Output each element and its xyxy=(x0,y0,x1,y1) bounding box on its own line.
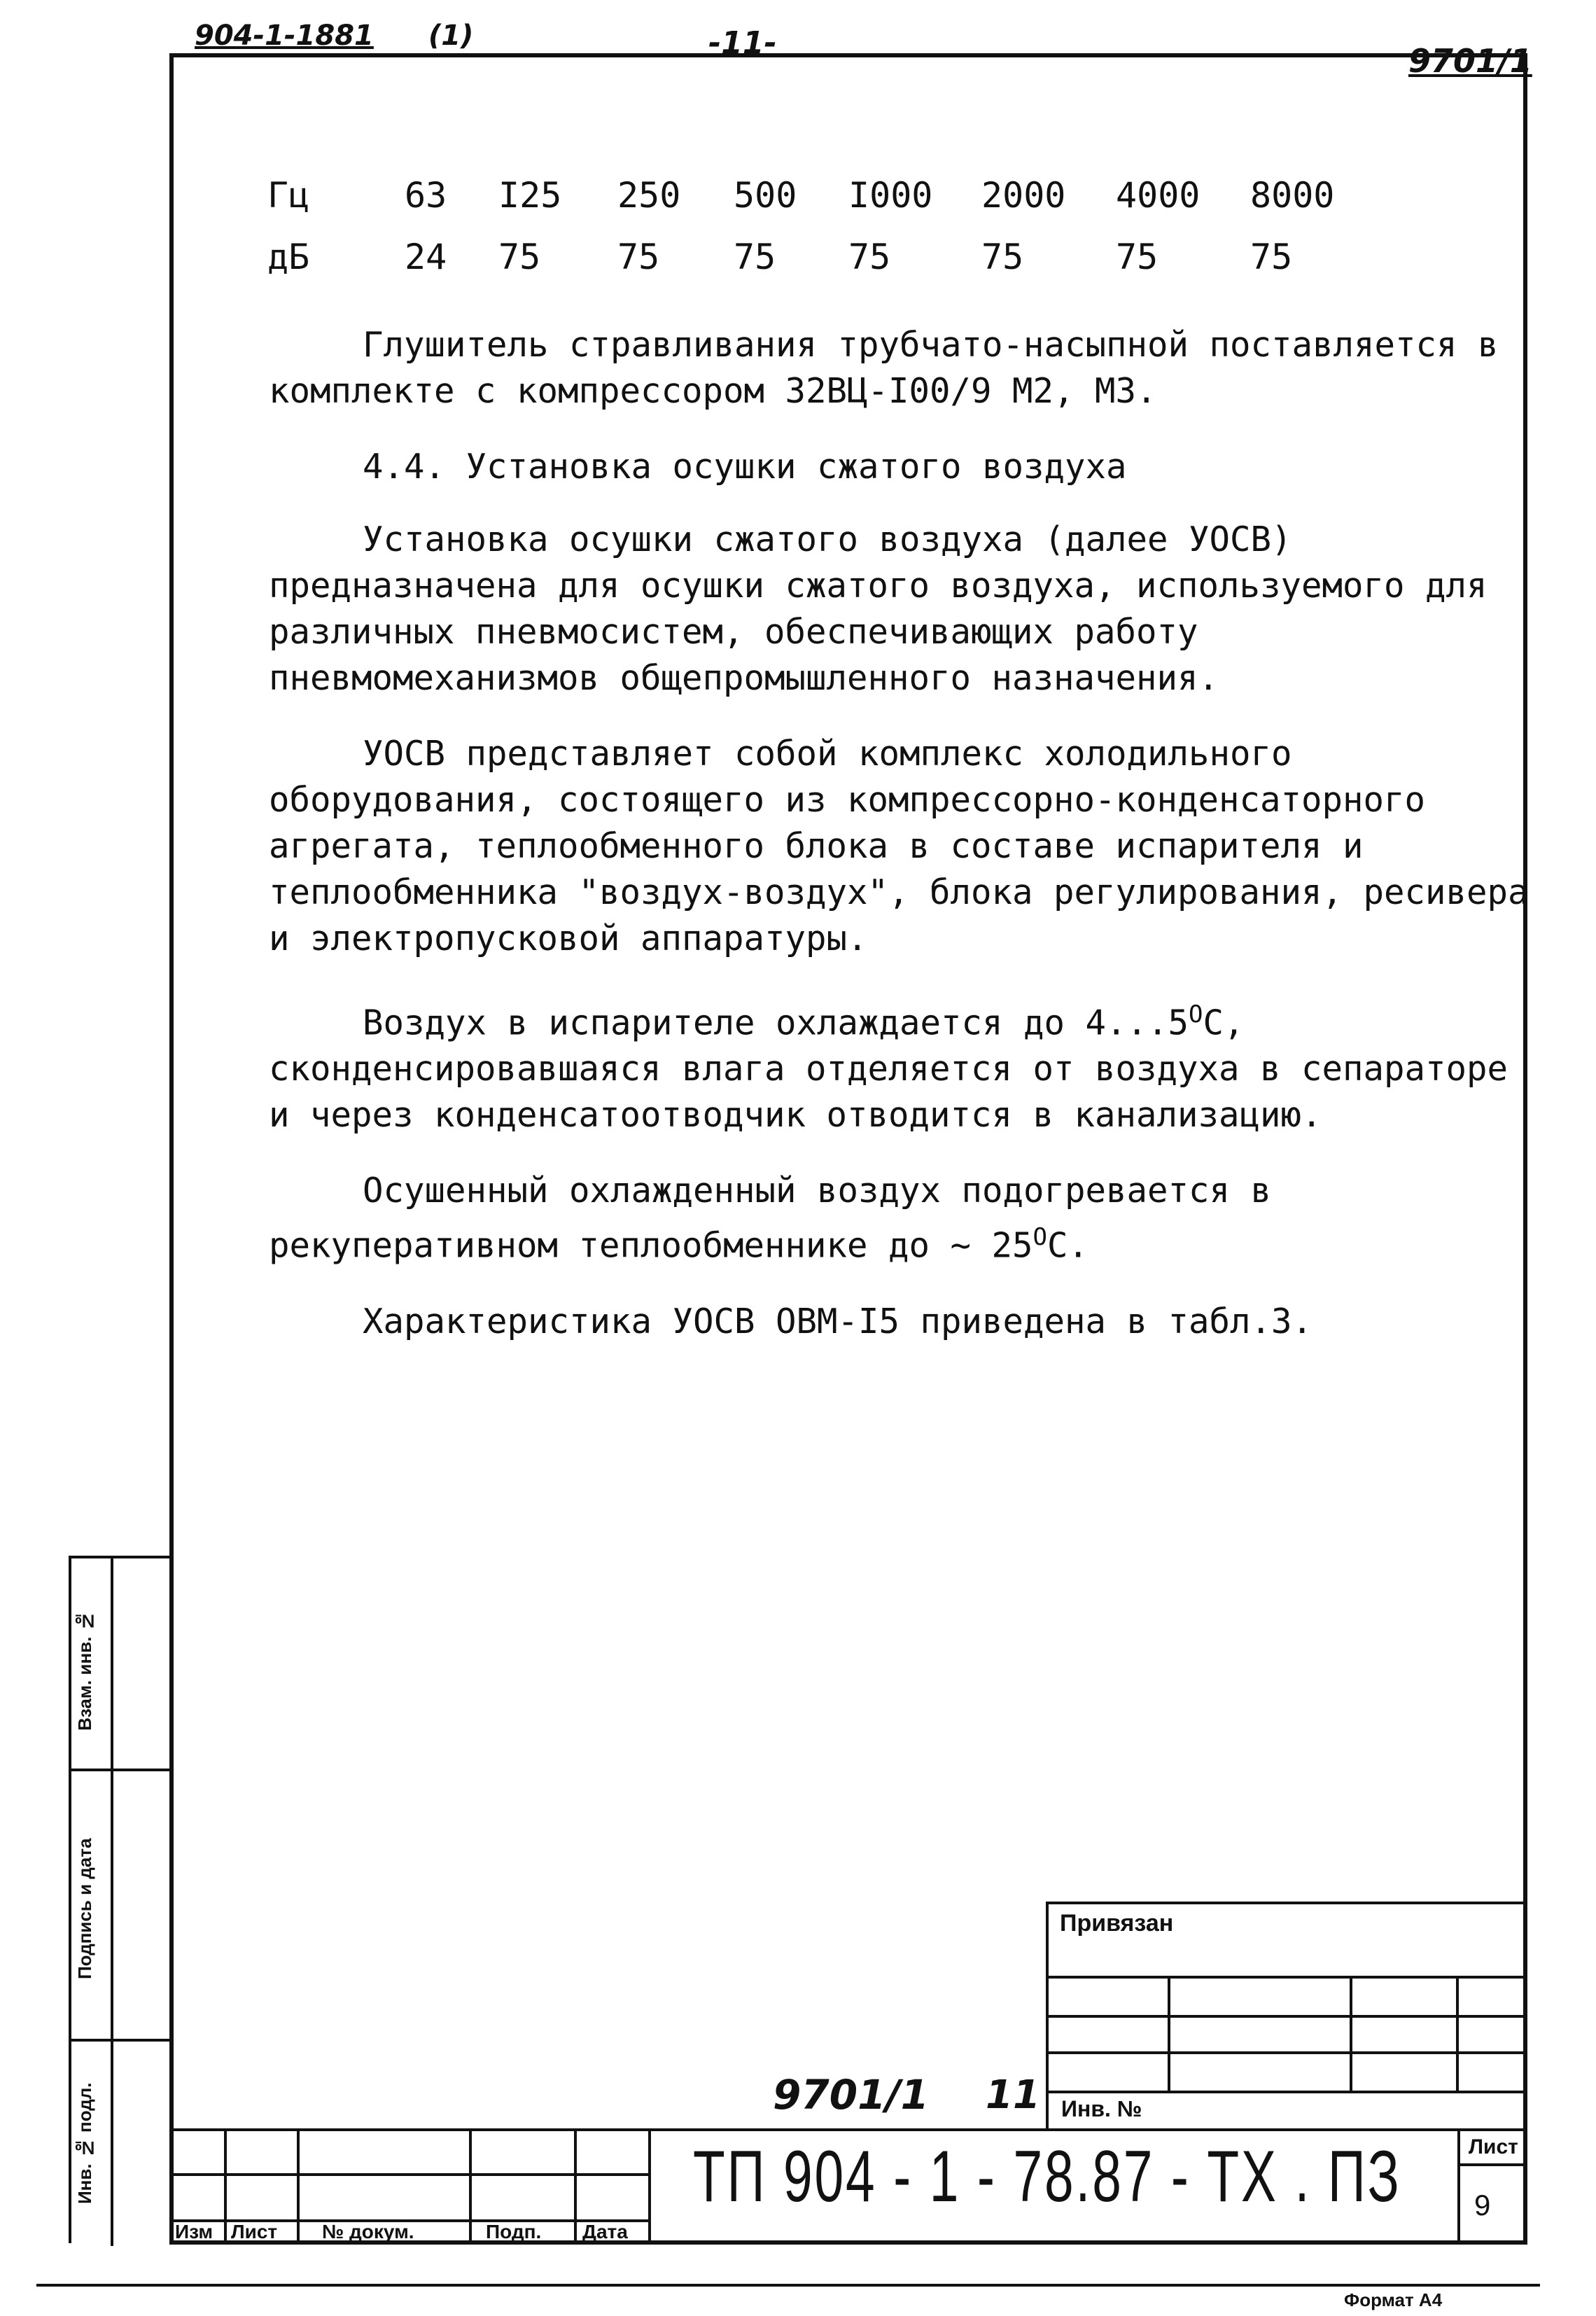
column-izm: Изм xyxy=(175,2221,214,2242)
title-block-line xyxy=(1046,2091,1527,2093)
table-cell: 75 xyxy=(1250,237,1293,277)
document-code: ТП 904 - 1 - 78.87 - ТХ . ПЗ xyxy=(693,2136,1401,2217)
table-cell: 75 xyxy=(734,237,776,277)
side-stamp-row-line xyxy=(71,2039,172,2042)
stamp-mid-line xyxy=(1457,2163,1527,2166)
paragraph-purpose: Установка осушки сжатого воздуха (далее УОСВ) предназначена для осушки сжатого воздуха, используемого для различных пневмосистем, обеспечивающих работу пневмомеханизмов общепромышленного назначения. xyxy=(269,519,1488,698)
title-block-line xyxy=(1046,1902,1527,1904)
sheet-label: Лист xyxy=(1469,2135,1518,2158)
side-stamp-row-line xyxy=(71,1769,172,1771)
table-cell: 75 xyxy=(498,237,541,277)
column-document: № докум. xyxy=(322,2221,414,2242)
title-block-line xyxy=(1456,1976,1459,2091)
page-number: -11- xyxy=(708,25,777,61)
paragraph-reference: Характеристика УОСВ ОВМ-I5 приведена в табл.3. xyxy=(363,1301,1313,1341)
table-cell: I000 xyxy=(848,175,933,216)
side-stamp xyxy=(69,1556,169,2243)
side-label-signature-date: Подпись и дата xyxy=(74,1838,95,1979)
row-label-db: дБ xyxy=(267,237,310,277)
privyazan-label: Привязан xyxy=(1060,1910,1174,1937)
degree-mark: О xyxy=(1189,1000,1203,1028)
table-cell: 24 xyxy=(405,237,447,277)
text-span: Осушенный охлажденный воздух подогревается в рекуперативном теплообменнике до ~ 25 xyxy=(269,1171,1272,1266)
stamp-mid-line xyxy=(169,2173,651,2176)
table-cell: 75 xyxy=(1116,237,1158,277)
stamp-column-line xyxy=(574,2128,577,2245)
paragraph-evaporator xyxy=(269,991,1529,1138)
side-label-replacement-inv: Взам. инв. № xyxy=(74,1610,95,1731)
stamp-column-line xyxy=(1457,2128,1460,2245)
top-reference-left: 904-1-1881 xyxy=(195,20,374,52)
degree-mark: О xyxy=(1032,1223,1048,1252)
row-label-hz: Гц xyxy=(267,175,310,216)
format-label: Формат А4 xyxy=(1344,2289,1443,2310)
table-cell: I25 xyxy=(498,175,562,216)
text-span: С. xyxy=(1047,1225,1089,1266)
paragraph-heating xyxy=(269,1168,1529,1269)
title-block-line xyxy=(1046,1976,1527,1979)
title-block-line xyxy=(1168,1976,1170,2091)
column-date: Дата xyxy=(582,2221,628,2242)
text-span: С, сконденсировавшаяся влага отделяется от воздуха в сепараторе и через конденсатоотводчик отводится в канализацию. xyxy=(269,1003,1508,1136)
table-cell: 500 xyxy=(734,175,797,216)
top-reference-right: 9701/1 xyxy=(1408,42,1532,80)
handwritten-sheet-number: 11 xyxy=(986,2072,1040,2118)
table-cell: 250 xyxy=(617,175,681,216)
title-block-line xyxy=(1046,2051,1527,2054)
inventory-number-label: Инв. № xyxy=(1061,2096,1142,2121)
paragraph-silencer: Глушитель стравливания трубчато-насыпной поставляется в комплекте с компрессором 32ВЦ-I00/9 М2, М3. xyxy=(269,325,1499,411)
table-cell: 2000 xyxy=(981,175,1066,216)
stamp-column-line xyxy=(469,2128,472,2245)
table-cell: 75 xyxy=(848,237,891,277)
table-cell: 4000 xyxy=(1116,175,1200,216)
paragraph-composition: УОСВ представляет собой комплекс холодильного оборудования, состоящего из компрессорно-конденсаторного агрегата, теплообменного блока в составе испарителя и теплообменника "воздух-воздух", блока регулирования, ресивера и электропусковой аппаратуры. xyxy=(269,734,1529,958)
top-reference-mark: (1) xyxy=(428,20,474,52)
side-label-original-inv: Инв. № подл. xyxy=(74,2082,95,2204)
outer-bottom-line xyxy=(36,2284,1540,2287)
sheet-number: 9 xyxy=(1474,2189,1491,2221)
table-cell: 8000 xyxy=(1250,175,1335,216)
stamp-column-line xyxy=(297,2128,300,2245)
stamp-column-line xyxy=(648,2128,651,2245)
table-cell: 63 xyxy=(405,175,447,216)
body-text xyxy=(269,322,1529,1374)
title-block-line xyxy=(1046,2015,1527,2018)
table-cell: 75 xyxy=(981,237,1024,277)
text-span: Воздух в испарителе охлаждается до 4...5 xyxy=(363,1003,1189,1043)
title-block-line xyxy=(1350,1976,1352,2091)
side-stamp-divider xyxy=(111,1558,113,2246)
column-signature: Подп. xyxy=(486,2221,542,2242)
column-list: Лист xyxy=(231,2221,278,2242)
handwritten-reference: 9701/1 xyxy=(773,2071,929,2119)
stamp-top-line xyxy=(169,2128,1527,2131)
table-cell: 75 xyxy=(617,237,660,277)
stamp-column-line xyxy=(224,2128,227,2245)
section-heading: 4.4. Установка осушки сжатого воздуха xyxy=(363,447,1127,487)
